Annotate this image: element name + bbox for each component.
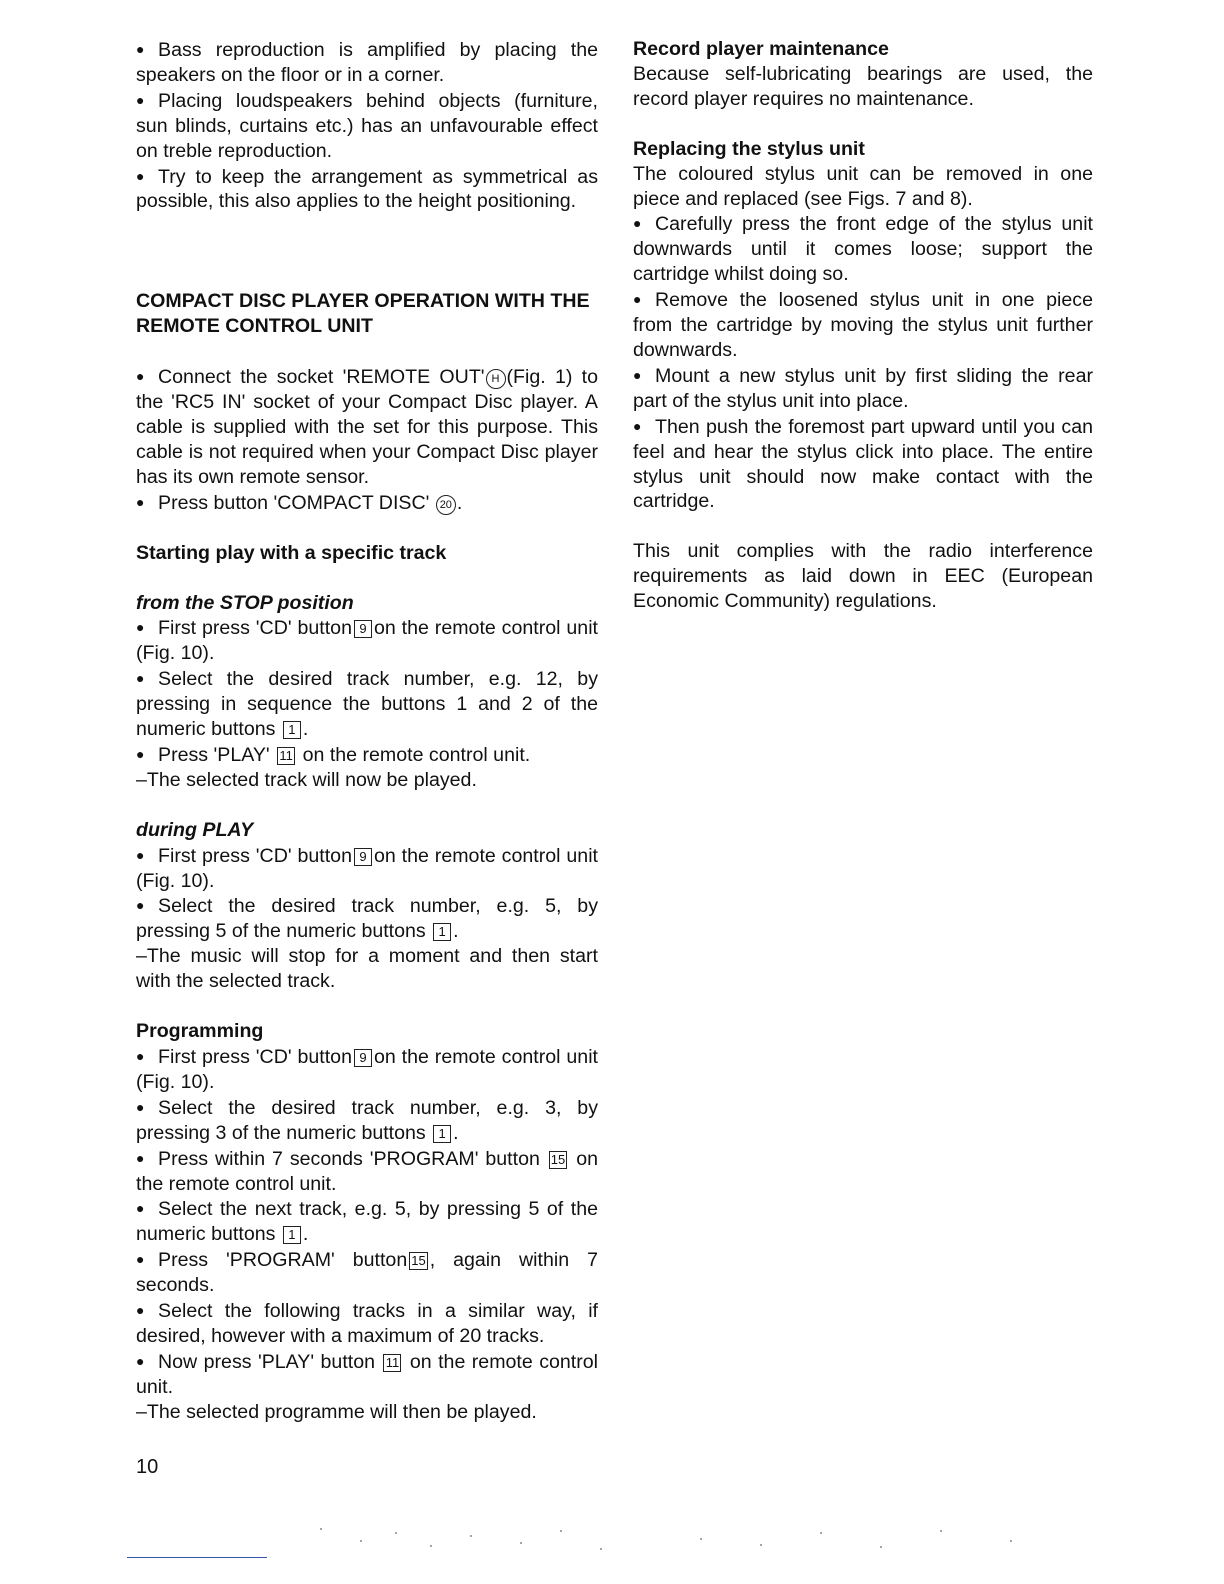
- cd-key-icon: 9: [354, 848, 372, 866]
- placement-treble: ● Placing loudspeakers behind objects (furniture, sun blinds, curtains etc.) has an unfavourable effect on treble reproduction.: [136, 88, 598, 164]
- stop-position-heading: from the STOP position: [136, 591, 354, 614]
- stop-step-2: ● Select the desired track number, e.g. 12, by pressing in sequence the buttons 1 and 2 of the numeric buttons 1 .: [136, 666, 598, 742]
- prog-step-1: ● First press 'CD' button 9 on the remote control unit (Fig. 10).: [136, 1044, 598, 1095]
- right-column: [633, 37, 1093, 614]
- program-key-icon: 15: [550, 1151, 566, 1167]
- stylus-step-2: ● Remove the loosened stylus unit in one piece from the cartridge by moving the stylus unit further downwards.: [633, 287, 1093, 363]
- maintenance-text: Because self-lubricating bearings are used, the record player requires no maintenance.: [633, 62, 1093, 110]
- during-play-heading: during PLAY: [136, 818, 254, 841]
- prog-step-4: ● Select the next track, e.g. 5, by pressing 5 of the numeric buttons 1 .: [136, 1196, 598, 1247]
- stylus-heading: Replacing the stylus unit: [633, 137, 865, 160]
- left-column: [136, 37, 598, 1425]
- footer-rule: [127, 1557, 267, 1558]
- stylus-step-4: ● Then push the foremost part upward until you can feel and hear the stylus click into place. The entire stylus unit should now make contact with the cartridge.: [633, 414, 1093, 515]
- stop-result: – The selected track will now be played.: [136, 768, 598, 793]
- numeric-key-icon: 1: [433, 923, 451, 941]
- numeric-key-icon: 1: [433, 1125, 451, 1143]
- during-result: – The music will stop for a moment and then start with the selected track.: [136, 944, 598, 994]
- cd-key-icon: 9: [354, 620, 372, 638]
- numeric-key-icon: 1: [283, 1226, 301, 1244]
- prog-result: – The selected programme will then be played.: [136, 1400, 598, 1425]
- maintenance-heading: Record player maintenance: [633, 38, 889, 60]
- stylus-step-3: ● Mount a new stylus unit by first sliding the rear part of the stylus unit into place.: [633, 363, 1093, 414]
- prog-step-6: ● Select the following tracks in a similar way, if desired, however with a maximum of 20 tracks.: [136, 1298, 598, 1349]
- compact-disc-key-symbol: 20: [436, 495, 456, 515]
- eec-compliance: This unit complies with the radio interference requirements as laid down in EEC (European Economic Community) regulations.: [633, 540, 1093, 613]
- play-key-icon: 11: [383, 1354, 401, 1372]
- cd-remote-heading: COMPACT DISC PLAYER OPERATION WITH THE REMOTE CONTROL UNIT: [136, 290, 590, 338]
- prog-step-2: ● Select the desired track number, e.g. 3, by pressing 3 of the numeric buttons 1 .: [136, 1095, 598, 1146]
- during-step-2: ● Select the desired track number, e.g. 5, by pressing 5 of the numeric buttons 1 .: [136, 893, 598, 944]
- socket-h-symbol: H: [486, 369, 506, 389]
- numeric-key-icon: 1: [283, 721, 301, 739]
- stylus-intro: The coloured stylus unit can be removed in one piece and replaced (see Figs. 7 and 8).: [633, 162, 1093, 210]
- starting-play-heading: Starting play with a specific track: [136, 541, 447, 564]
- page-number: 10: [136, 1456, 159, 1478]
- press-compact-disc: ● Press button 'COMPACT DISC' 20 .: [136, 490, 598, 516]
- stop-step-3: ● Press 'PLAY' 11 on the remote control unit.: [136, 742, 598, 768]
- connect-instruction: ● Connect the socket 'REMOTE OUT' H (Fig. 1) to the 'RC5 IN' socket of your Compact Disc player. A cable is supplied with the set for this purpose. This cable is not required when your Compact Disc player has its own remote sensor.: [136, 364, 598, 490]
- stylus-step-1: ● Carefully press the front edge of the stylus unit downwards until it comes loose; support the cartridge whilst doing so.: [633, 211, 1093, 287]
- prog-step-3: ● Press within 7 seconds 'PROGRAM' button 15 on the remote control unit.: [136, 1146, 598, 1197]
- play-key-icon: 11: [277, 747, 295, 765]
- placement-bass: ● Bass reproduction is amplified by placing the speakers on the floor or in a corner.: [136, 37, 598, 88]
- prog-step-7: ● Now press 'PLAY' button 11 on the remote control unit.: [136, 1349, 598, 1400]
- programming-heading: Programming: [136, 1020, 264, 1043]
- during-step-1: ● First press 'CD' button 9 on the remote control unit (Fig. 10).: [136, 843, 598, 894]
- prog-step-5: ● Press 'PROGRAM' button 15 , again within 7 seconds.: [136, 1247, 598, 1298]
- cd-key-icon: 9: [354, 1049, 372, 1067]
- stop-step-1: ● First press 'CD' button 9 on the remote control unit (Fig. 10).: [136, 615, 598, 666]
- program-key-icon: 15: [411, 1253, 426, 1269]
- placement-symmetry: ● Try to keep the arrangement as symmetrical as possible, this also applies to the height positioning.: [136, 164, 598, 215]
